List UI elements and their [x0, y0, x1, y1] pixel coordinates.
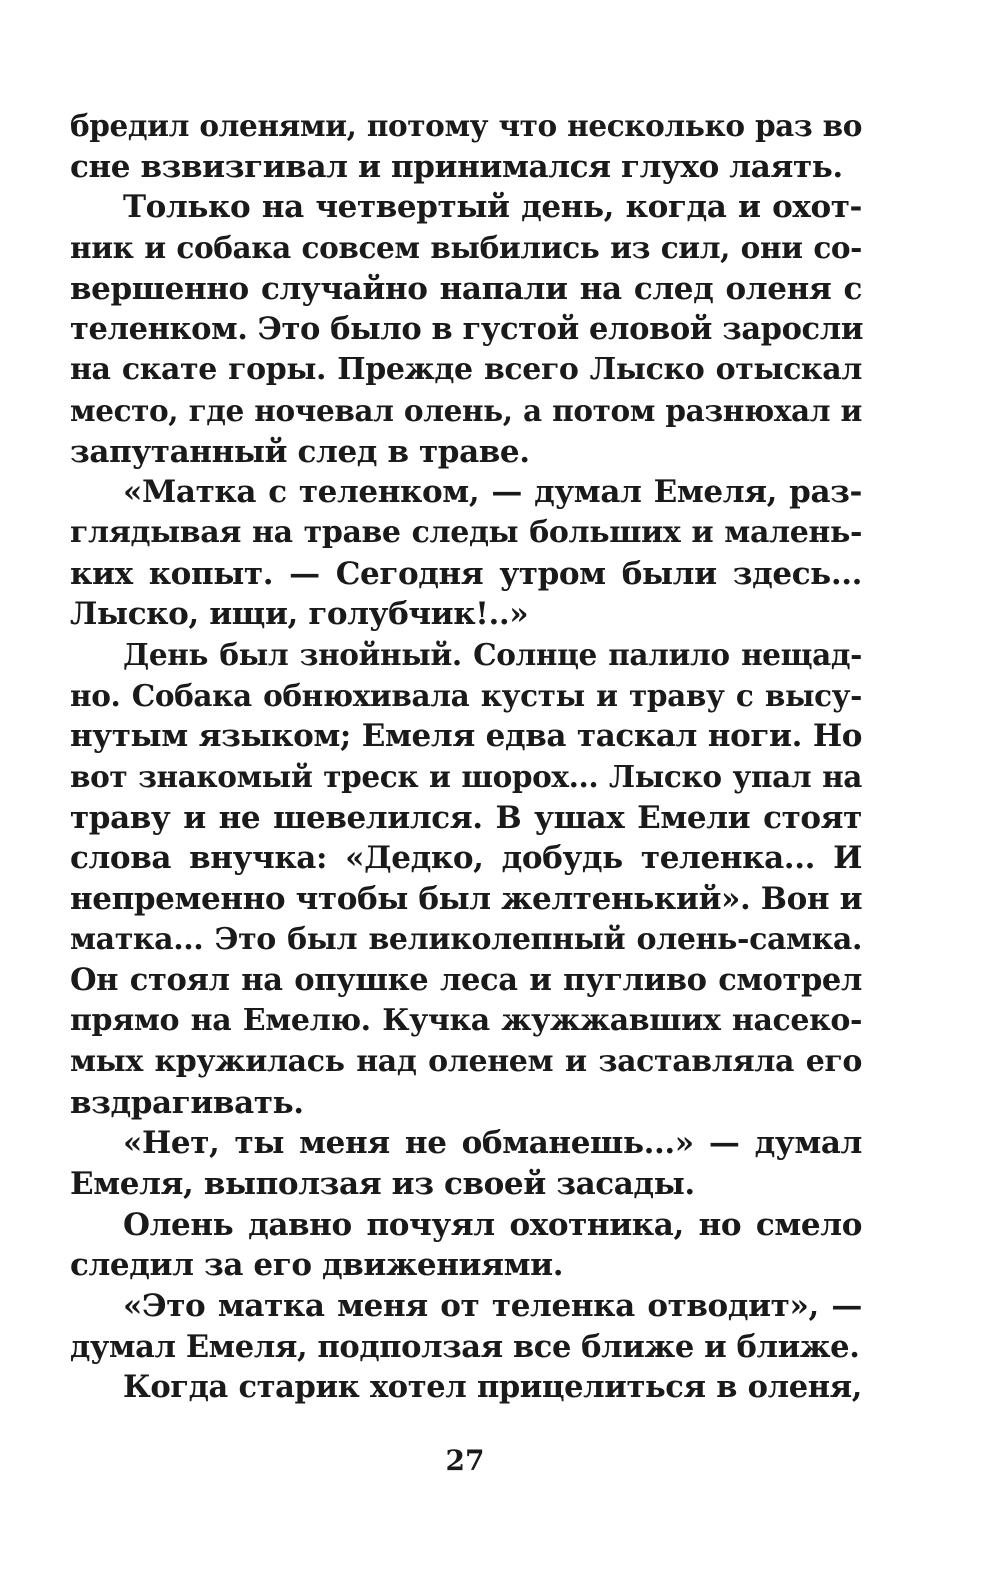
body-text [70, 106, 862, 1408]
text-line: матка... Это был великолепный олень-самка. [70, 921, 862, 957]
text-line: Он стоял на опушке леса и пугливо смотрел [70, 962, 862, 999]
text-line: но. Собака обнюхивала кусты и траву с высу- [70, 677, 862, 713]
text-line: слова внучка: «Дедко, добудь теленка... И [70, 840, 862, 877]
text-line: «Матка с теленком, — думал Емеля, раз- [123, 474, 862, 511]
text-line: Лыско, ищи, голубчик!..» [70, 596, 529, 633]
text-line: нутым языком; Емеля едва таскал ноги. Но [70, 718, 862, 755]
text-line: Когда старик хотел прицелиться в оленя, [123, 1369, 862, 1406]
text-line: День был знойный. Солнце палило нещад- [123, 636, 862, 672]
text-line: вздрагивать. [70, 1084, 304, 1121]
text-line: ких копыт. — Сегодня утром были здесь... [70, 555, 862, 592]
text-line: место, где ночевал олень, а потом разнюхал и [70, 392, 862, 428]
text-line: мых кружилась над оленем и заставляла его [70, 1043, 862, 1079]
text-line: «Это матка меня от теленка отводит», — [123, 1287, 862, 1324]
text-line: Олень давно почуял охотника, но смело [123, 1206, 862, 1243]
text-line: следил за его движениями. [70, 1247, 564, 1284]
text-line: прямо на Емелю. Кучка жужжавших насеко- [70, 1003, 862, 1039]
text-line: на скате горы. Прежде всего Лыско отыскал [70, 352, 862, 388]
text-line: теленком. Это было в густой еловой заросли [70, 311, 864, 348]
text-line: вершенно случайно напали на след оленя с [70, 270, 862, 307]
text-line: Емеля, выползая из своей засады. [70, 1165, 695, 1202]
text-line: бредил оленями, потому что несколько раз во [70, 108, 862, 143]
text-line: Только на четвертый день, когда и охот- [123, 189, 862, 226]
text-line: ник и собака совсем выбились из сил, они со- [70, 230, 862, 266]
text-line: траву и не шевелился. В ушах Емели стоят [70, 799, 862, 836]
text-line: думал Емеля, подползая все ближе и ближе. [70, 1328, 860, 1365]
text-line: «Нет, ты меня не обманешь...» — думал [123, 1125, 862, 1162]
text-line: непременно чтобы был желтенький». Вон и [70, 881, 863, 918]
text-line: вот знакомый треск и шорох... Лыско упал на [70, 759, 862, 794]
text-line: сне взвизгивал и принимался глухо лаять. [70, 148, 843, 185]
text-line: запутанный след в траве. [70, 433, 530, 470]
page-number: 27 [445, 1444, 485, 1477]
text-line: глядывая на траве следы больших и малень- [70, 514, 862, 550]
